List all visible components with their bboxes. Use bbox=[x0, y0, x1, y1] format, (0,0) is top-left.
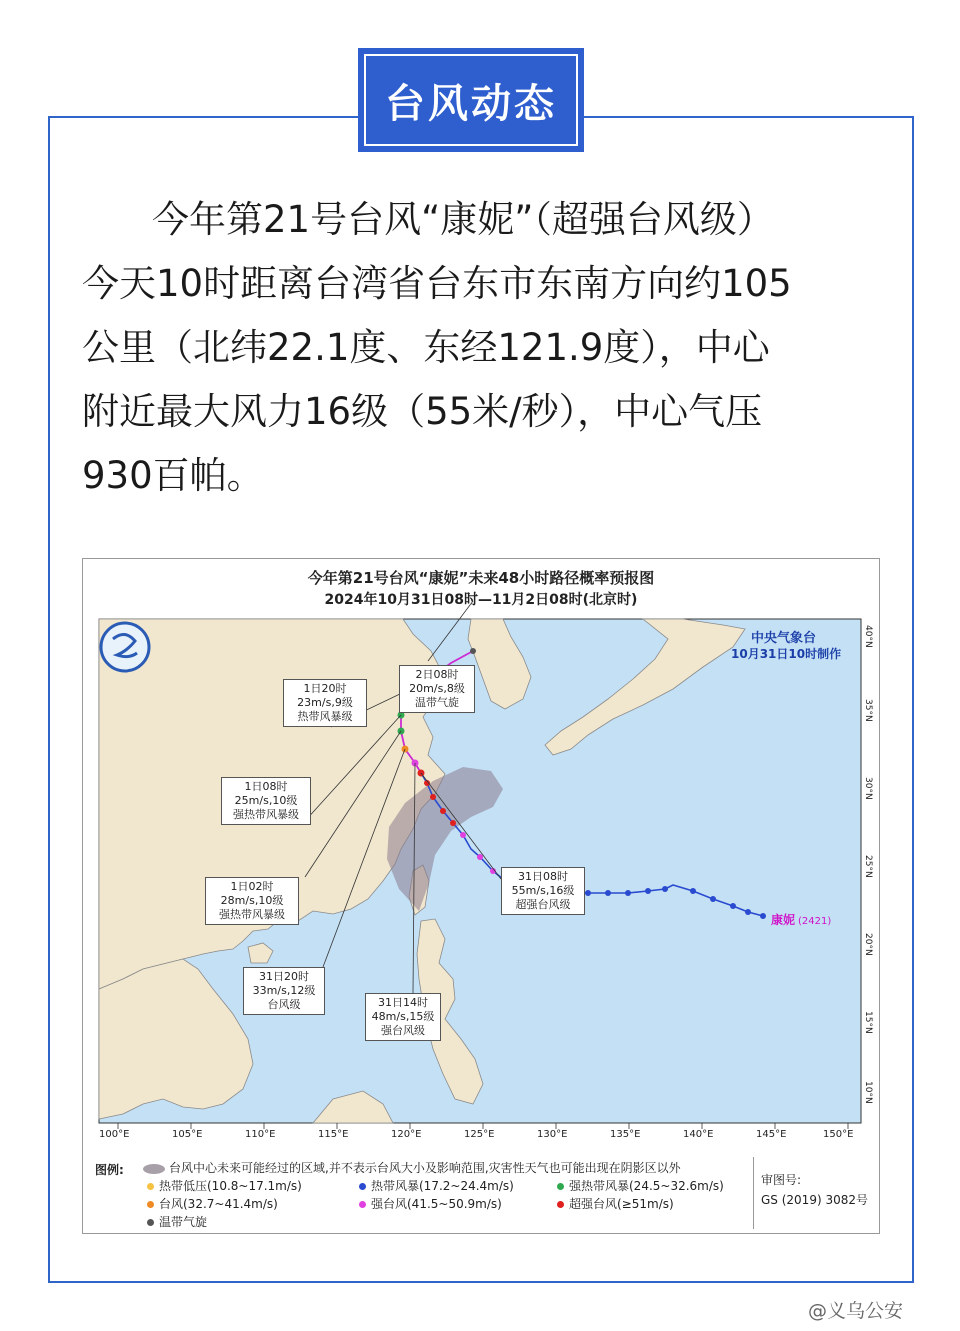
lon-tick: 145°E bbox=[756, 1129, 787, 1140]
forecast-wind: 55m/s,16级 bbox=[511, 884, 575, 897]
lat-tick: 15°N bbox=[863, 1011, 873, 1034]
forecast-wind: 33m/s,12级 bbox=[252, 984, 316, 997]
legend-dot bbox=[147, 1183, 154, 1190]
forecast-box bbox=[221, 777, 311, 825]
legend-item bbox=[359, 1177, 514, 1194]
map-title: 今年第21号台风“康妮”未来48小时路径概率预报图 bbox=[307, 569, 655, 587]
legend-text: 温带气旋 bbox=[159, 1215, 208, 1229]
legend-item bbox=[147, 1195, 278, 1212]
track-point bbox=[730, 903, 736, 909]
forecast-grade: 温带气旋 bbox=[415, 696, 459, 709]
legend-dot bbox=[147, 1201, 154, 1208]
track-point bbox=[585, 890, 591, 896]
forecast-box bbox=[205, 877, 299, 925]
lon-tick-labels bbox=[83, 1129, 879, 1145]
track-point bbox=[605, 890, 611, 896]
legend-text: 台风(32.7~41.4m/s) bbox=[159, 1197, 278, 1211]
track-point bbox=[477, 854, 483, 860]
paragraph-line: 今年第21号台风“康妮”（超强台风级） bbox=[152, 198, 774, 241]
legend-dot bbox=[359, 1183, 366, 1190]
track-point bbox=[662, 886, 668, 892]
track-point bbox=[440, 808, 446, 814]
forecast-time: 1日02时 bbox=[230, 880, 274, 893]
cone-desc: 台风中心未来可能经过的区域,并不表示台风大小及影响范围,灾害性天气也可能出现在阴影区以外 bbox=[169, 1161, 681, 1175]
legend-text: 超强台风(≥51m/s) bbox=[569, 1197, 674, 1211]
legend-item bbox=[359, 1195, 502, 1212]
lon-tick: 125°E bbox=[464, 1129, 495, 1140]
lat-tick: 25°N bbox=[863, 855, 873, 878]
forecast-box bbox=[399, 665, 475, 713]
legend-text: 强台风(41.5~50.9m/s) bbox=[371, 1197, 502, 1211]
track-point bbox=[745, 909, 751, 915]
cma-logo bbox=[101, 623, 149, 671]
forecast-wind: 23m/s,9级 bbox=[297, 696, 353, 709]
section-banner bbox=[358, 48, 584, 152]
track-point bbox=[690, 888, 696, 894]
track-point bbox=[470, 648, 476, 654]
map-legend bbox=[91, 1157, 871, 1229]
track-point bbox=[460, 832, 466, 838]
legend-label: 图例: bbox=[95, 1163, 124, 1177]
paragraph-line: 公里（北纬22.1度、东经121.9度），中心 bbox=[82, 326, 770, 369]
agency-label: 中央气象台 bbox=[751, 631, 817, 646]
forecast-box bbox=[501, 867, 585, 915]
forecast-wind: 25m/s,10级 bbox=[234, 794, 298, 807]
forecast-time: 31日08时 bbox=[518, 870, 568, 883]
track-point bbox=[625, 890, 631, 896]
forecast-map bbox=[82, 558, 880, 1234]
lon-tick: 115°E bbox=[318, 1129, 349, 1140]
legend-cone-item bbox=[143, 1159, 681, 1176]
forecast-wind: 28m/s,10级 bbox=[220, 894, 284, 907]
lat-tick: 20°N bbox=[863, 933, 873, 956]
approval-number: GS (2019) 3082号 bbox=[761, 1193, 868, 1207]
paragraph-line: 附近最大风力16级（55米/秒），中心气压 bbox=[82, 390, 763, 433]
typhoon-name: 康妮 bbox=[771, 913, 796, 927]
lat-tick: 40°N bbox=[863, 625, 873, 648]
lon-tick: 135°E bbox=[610, 1129, 641, 1140]
news-paragraph bbox=[82, 188, 880, 508]
forecast-grade: 台风级 bbox=[267, 998, 301, 1011]
lon-tick: 120°E bbox=[391, 1129, 422, 1140]
section-title: 台风动态 bbox=[385, 80, 557, 127]
legend-text: 热带低压(10.8~17.1m/s) bbox=[159, 1179, 302, 1193]
forecast-wind: 20m/s,8级 bbox=[409, 682, 465, 695]
forecast-grade: 超强台风级 bbox=[515, 898, 571, 911]
lon-tick: 100°E bbox=[99, 1129, 130, 1140]
forecast-time: 2日08时 bbox=[415, 668, 459, 681]
forecast-grade: 强热带风暴级 bbox=[233, 808, 299, 821]
lon-tick: 130°E bbox=[537, 1129, 568, 1140]
lat-tick: 30°N bbox=[863, 777, 873, 800]
watermark: @义乌公安 bbox=[808, 1300, 904, 1322]
track-point bbox=[710, 896, 716, 902]
made-time-label: 10月31日10时制作 bbox=[731, 647, 842, 661]
track-point bbox=[430, 794, 436, 800]
forecast-grade: 强台风级 bbox=[381, 1024, 425, 1037]
lat-tick-labels bbox=[863, 619, 879, 1123]
track-point bbox=[760, 913, 766, 919]
map-subtitle: 2024年10月31日08时—11月2日08时(北京时) bbox=[324, 592, 638, 608]
legend-text: 热带风暴(17.2~24.4m/s) bbox=[371, 1179, 514, 1193]
lat-tick: 10°N bbox=[863, 1081, 873, 1104]
typhoon-code: (2421) bbox=[798, 916, 832, 927]
lon-tick: 105°E bbox=[172, 1129, 203, 1140]
legend-item bbox=[147, 1213, 207, 1230]
legend-dot bbox=[557, 1201, 564, 1208]
lon-tick: 150°E bbox=[823, 1129, 854, 1140]
legend-item bbox=[147, 1177, 302, 1194]
forecast-time: 31日20时 bbox=[259, 970, 309, 983]
lat-tick: 35°N bbox=[863, 699, 873, 722]
legend-item bbox=[557, 1195, 674, 1212]
track-point bbox=[645, 888, 651, 894]
approval-label: 审图号: bbox=[761, 1173, 802, 1187]
forecast-grade: 热带风暴级 bbox=[297, 710, 353, 723]
lon-tick: 140°E bbox=[683, 1129, 714, 1140]
cone-swatch bbox=[143, 1164, 165, 1174]
lon-tick: 110°E bbox=[245, 1129, 276, 1140]
legend-item bbox=[557, 1177, 724, 1194]
track-point bbox=[450, 820, 456, 826]
forecast-box bbox=[283, 679, 367, 727]
forecast-wind: 48m/s,15级 bbox=[371, 1010, 435, 1023]
forecast-time: 31日14时 bbox=[378, 996, 428, 1009]
legend-text: 强热带风暴(24.5~32.6m/s) bbox=[569, 1179, 724, 1193]
forecast-time: 1日20时 bbox=[303, 682, 347, 695]
paragraph-line: 930百帕。 bbox=[82, 454, 264, 497]
legend-dot bbox=[359, 1201, 366, 1208]
paragraph-line: 今天10时距离台湾省台东市东南方向约105 bbox=[82, 262, 792, 305]
typhoon-name-label bbox=[771, 911, 831, 928]
legend-divider bbox=[753, 1157, 754, 1229]
forecast-time: 1日08时 bbox=[244, 780, 288, 793]
forecast-grade: 强热带风暴级 bbox=[219, 908, 285, 921]
forecast-box bbox=[365, 993, 441, 1041]
legend-dot bbox=[557, 1183, 564, 1190]
legend-dot bbox=[147, 1219, 154, 1226]
forecast-box bbox=[243, 967, 325, 1015]
